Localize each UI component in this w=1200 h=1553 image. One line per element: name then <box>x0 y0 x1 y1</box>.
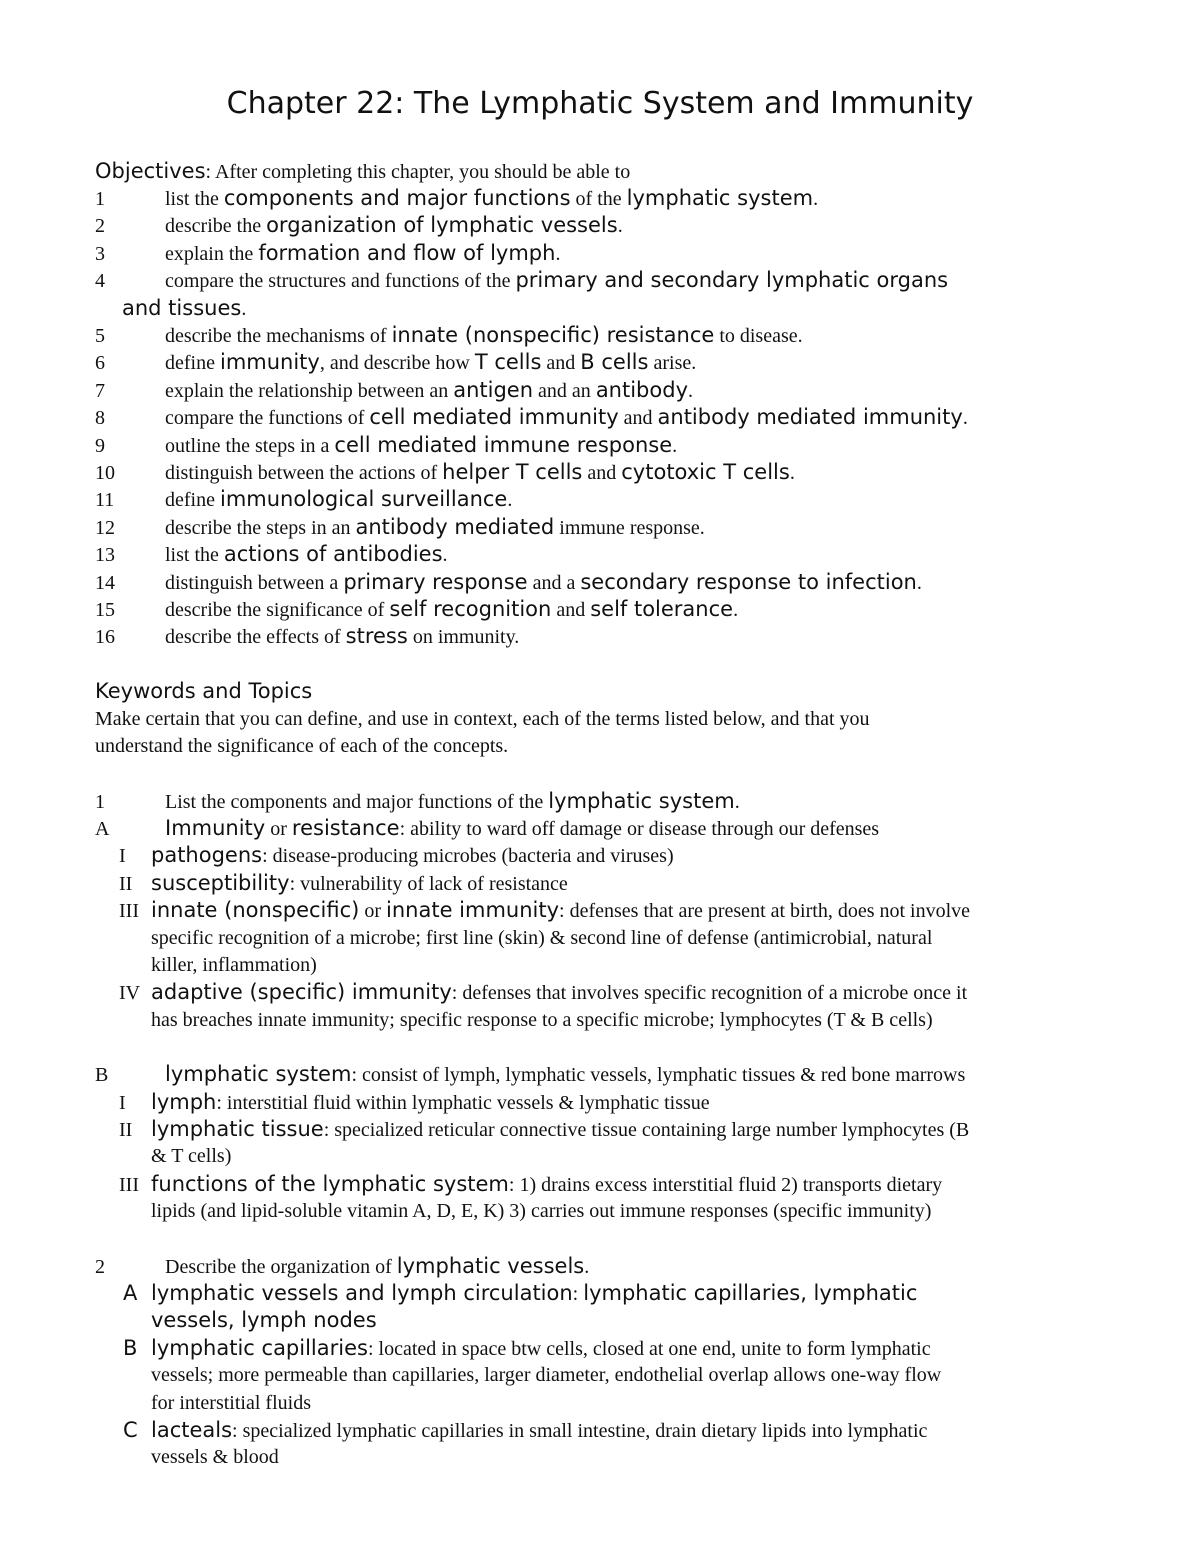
text-run: : <box>572 1283 584 1305</box>
text-run: Describe the organization of <box>165 1255 397 1278</box>
keyword: lymphatic tissue <box>151 1117 324 1141</box>
text-run: . <box>617 215 623 238</box>
keyword: actions of antibodies <box>223 542 443 567</box>
text-run: compare the functions of <box>165 407 370 430</box>
keyword: cell mediated immune response <box>334 432 673 457</box>
roman-item <box>119 979 1129 1007</box>
keyword: susceptibility <box>151 870 290 895</box>
text-run: for interstitial fluids <box>151 1391 311 1414</box>
objective-number: 9 <box>95 434 105 457</box>
keyword: immunological surveillance <box>219 487 508 512</box>
text-run: and <box>541 352 581 375</box>
roman-item <box>119 1089 1129 1117</box>
objective-item-continued <box>122 295 1132 323</box>
lettered-item <box>123 1417 1133 1445</box>
text-run: and <box>551 599 591 621</box>
text-run: . <box>584 1255 590 1278</box>
text-run: . <box>733 599 739 621</box>
text-run: list the <box>165 188 224 210</box>
text-run: describe the effects of <box>165 626 346 649</box>
keyword: vessels, lymph nodes <box>151 1308 377 1333</box>
keywords-intro <box>95 733 1105 760</box>
text-run: . <box>789 462 795 484</box>
objective-number: 16 <box>95 626 115 649</box>
objectives-intro <box>95 158 1105 186</box>
text-run: . <box>962 407 968 430</box>
objective-item <box>95 212 1105 240</box>
text-run: and <box>582 462 622 484</box>
roman-numeral: I <box>119 1091 126 1114</box>
keyword: lymph <box>151 1089 217 1114</box>
text-run: : located in space btw cells, closed at one end, unite to form lymphatic <box>367 1337 931 1360</box>
keyword: functions of the lymphatic system <box>151 1171 509 1196</box>
text-run: describe the <box>165 215 267 238</box>
objective-number: 1 <box>95 188 105 210</box>
keyword: stress <box>345 624 408 649</box>
text-run: : disease-producing microbes (bacteria and viruses) <box>262 845 674 868</box>
objectives-intro-text: : After completing this chapter, you should be able to <box>205 161 631 183</box>
item-letter: B <box>123 1335 138 1360</box>
keywords-intro-line2: understand the significance of each of the concepts. <box>95 735 509 757</box>
keyword: primary and secondary lymphatic organs <box>515 268 949 293</box>
lettered-item <box>151 1390 1161 1417</box>
roman-item <box>119 870 1129 898</box>
text-run: lipids (and lipid-soluble vitamin A, D, E, K) 3) carries out immune responses (specific immunity) <box>151 1200 932 1223</box>
objective-item <box>95 623 1105 651</box>
lettered-item <box>151 1444 1161 1471</box>
text-run: distinguish between the actions of <box>165 462 443 484</box>
keyword: lymphatic vessels and lymph circulation <box>151 1281 573 1305</box>
text-run: or <box>359 900 387 923</box>
roman-item <box>119 1171 1129 1199</box>
objective-number: 12 <box>95 516 115 539</box>
text-run: describe the significance of <box>165 599 390 621</box>
keyword: B cells <box>580 350 649 375</box>
objective-item <box>95 541 1105 569</box>
keyword: innate (nonspecific) <box>151 898 360 923</box>
objective-item <box>95 432 1105 460</box>
objective-number: 4 <box>95 270 105 293</box>
roman-item <box>119 1116 1129 1144</box>
text-run: : defenses that are present at birth, does not involve <box>559 900 971 923</box>
keyword: antigen <box>453 377 534 402</box>
objective-item <box>95 349 1105 377</box>
objective-item <box>95 514 1105 542</box>
text-run: describe the steps in an <box>165 516 356 539</box>
text-run: immune response. <box>554 516 705 539</box>
keyword: immunity <box>219 350 320 375</box>
item-letter: A <box>123 1281 138 1305</box>
keyword: primary response <box>343 569 528 594</box>
text-run: define <box>165 489 220 512</box>
objective-number: 6 <box>95 352 105 375</box>
subsection-heading <box>95 1061 1105 1089</box>
roman-item <box>151 925 1161 952</box>
subsection-heading <box>95 815 1105 843</box>
objectives-label: Objectives <box>95 159 206 183</box>
section-1-heading <box>95 788 1105 816</box>
keyword: secondary response to infection <box>580 569 917 594</box>
text-run: vessels & blood <box>151 1446 279 1469</box>
keyword: and tissues <box>122 295 242 320</box>
keyword: resistance <box>291 816 400 840</box>
text-run: : vulnerability of lack of resistance <box>289 872 568 895</box>
roman-item <box>151 1007 1161 1034</box>
text-run: on immunity. <box>407 626 520 649</box>
text-run: : specialized reticular connective tissue containing large number lymphocytes (B <box>323 1119 970 1141</box>
lettered-item <box>151 1362 1161 1389</box>
roman-numeral: II <box>119 1119 133 1141</box>
objective-number: 3 <box>95 242 105 265</box>
roman-numeral: IV <box>119 982 141 1005</box>
objective-item <box>95 596 1105 624</box>
keyword: cytotoxic T cells <box>621 460 790 484</box>
text-run: arise. <box>648 352 697 375</box>
section-2-heading <box>95 1253 1105 1281</box>
keywords-heading <box>95 678 1105 706</box>
text-run: & T cells) <box>151 1145 232 1168</box>
text-run: and <box>618 407 658 430</box>
text-run: or <box>265 818 292 840</box>
text-run: . <box>241 297 247 320</box>
text-run: compare the structures and functions of the <box>165 270 516 293</box>
text-run: : 1) drains excess interstitial fluid 2) transports dietary <box>508 1173 943 1196</box>
text-run: . <box>555 242 561 265</box>
objective-item <box>95 459 1105 487</box>
text-run: . <box>442 544 448 567</box>
text-run: . <box>813 188 819 210</box>
text-run: explain the <box>165 242 259 265</box>
text-run: : consist of lymph, lymphatic vessels, lymphatic tissues & red bone marrows <box>351 1064 966 1087</box>
roman-item <box>151 1143 1161 1170</box>
lettered-item <box>123 1280 1133 1308</box>
keyword: adaptive (specific) immunity <box>151 980 452 1005</box>
roman-numeral: I <box>119 845 126 868</box>
text-run: outline the steps in a <box>165 434 335 457</box>
text-run: and an <box>533 379 596 402</box>
text-run: vessels; more permeable than capillaries, larger diameter, endothelial overlap allows one-way flow <box>151 1364 942 1387</box>
section-number: 1 <box>95 791 105 813</box>
keyword: self tolerance <box>590 597 734 621</box>
objective-item <box>95 267 1105 295</box>
text-run: : specialized lymphatic capillaries in small intestine, drain dietary lipids into lymphatic <box>232 1420 928 1442</box>
text-run: : interstitial fluid within lymphatic vessels & lymphatic tissue <box>216 1091 710 1114</box>
keyword: components and major functions <box>223 186 571 210</box>
text-run: of the <box>570 188 627 210</box>
keyword: helper T cells <box>442 460 583 484</box>
text-run: . <box>734 791 740 813</box>
text-run: describe the mechanisms of <box>165 325 392 347</box>
keyword: lymphatic capillaries, lymphatic <box>583 1281 918 1305</box>
keyword: lymphatic capillaries <box>151 1335 368 1360</box>
keyword: lymphatic system <box>548 789 735 813</box>
keyword: pathogens <box>151 843 263 868</box>
objective-number: 14 <box>95 571 115 594</box>
keyword: T cells <box>474 350 542 375</box>
roman-item <box>119 897 1129 925</box>
text-run: , and describe how <box>319 352 475 375</box>
subsection-letter: A <box>95 818 110 840</box>
objective-item <box>95 404 1105 432</box>
objective-number: 5 <box>95 325 105 347</box>
text-run: has breaches innate immunity; specific response to a specific microbe; lymphocytes (T & B cells) <box>151 1008 933 1031</box>
text-run: . <box>507 489 513 512</box>
lettered-item <box>123 1335 1133 1363</box>
text-run: define <box>165 352 220 375</box>
text-run: list the <box>165 544 224 567</box>
keyword: antibody <box>595 377 688 402</box>
objective-item <box>95 569 1105 597</box>
keyword: formation and flow of lymph <box>258 240 556 265</box>
text-run: . <box>688 379 693 402</box>
keyword: self recognition <box>389 597 552 621</box>
text-run: distinguish between a <box>165 571 344 594</box>
lettered-item <box>151 1307 1161 1335</box>
objective-item <box>95 377 1105 405</box>
text-run: : defenses that involves specific recognition of a microbe once it <box>451 982 968 1005</box>
text-run: : ability to ward off damage or disease through our defenses <box>399 818 880 840</box>
keyword: lymphatic vessels <box>396 1253 585 1278</box>
section-number: 2 <box>95 1255 105 1278</box>
roman-numeral: II <box>119 872 133 895</box>
objective-number: 10 <box>95 462 115 484</box>
objective-number: 11 <box>95 489 115 512</box>
keyword: lymphatic system <box>626 186 814 210</box>
roman-item <box>151 952 1161 979</box>
text-run: to disease. <box>714 325 803 347</box>
text-run: killer, inflammation) <box>151 954 317 976</box>
objective-item <box>95 185 1105 213</box>
text-run: specific recognition of a microbe; first line (skin) & second line of defense (antimicrobial, natural <box>151 926 933 949</box>
roman-item <box>119 842 1129 870</box>
keyword: lacteals <box>151 1418 233 1442</box>
text-run: and a <box>527 571 581 594</box>
objective-item <box>95 322 1105 350</box>
keyword: antibody mediated immunity <box>657 405 963 430</box>
keywords-intro-line1: Make certain that you can define, and use in context, each of the terms listed below, and that you <box>95 708 870 730</box>
objective-number: 13 <box>95 544 115 567</box>
keyword: cell mediated immunity <box>369 405 619 430</box>
objective-number: 15 <box>95 599 115 621</box>
page-title: Chapter 22: The Lymphatic System and Immunity <box>226 86 974 121</box>
keyword: innate (nonspecific) resistance <box>391 323 715 347</box>
keywords-heading-text: Keywords and Topics <box>95 679 313 703</box>
roman-numeral: III <box>119 1173 139 1196</box>
keywords-intro <box>95 706 1105 733</box>
keyword: organization of lymphatic vessels <box>266 213 618 238</box>
objective-number: 7 <box>95 379 105 402</box>
roman-numeral: III <box>119 900 139 923</box>
keyword: lymphatic system <box>165 1062 352 1087</box>
objective-item <box>95 240 1105 268</box>
item-letter: C <box>123 1418 138 1442</box>
keyword: innate immunity <box>386 898 560 923</box>
keyword: Immunity <box>165 816 266 840</box>
roman-item <box>151 1198 1161 1225</box>
text-run: List the components and major functions of the <box>165 791 549 813</box>
objective-number: 2 <box>95 215 105 238</box>
text-run: . <box>916 571 922 594</box>
keyword: antibody mediated <box>355 514 555 539</box>
subsection-letter: B <box>95 1064 109 1087</box>
text-run: explain the relationship between an <box>165 379 454 402</box>
objective-number: 8 <box>95 407 105 430</box>
objective-item <box>95 486 1105 514</box>
text-run: . <box>672 434 678 457</box>
